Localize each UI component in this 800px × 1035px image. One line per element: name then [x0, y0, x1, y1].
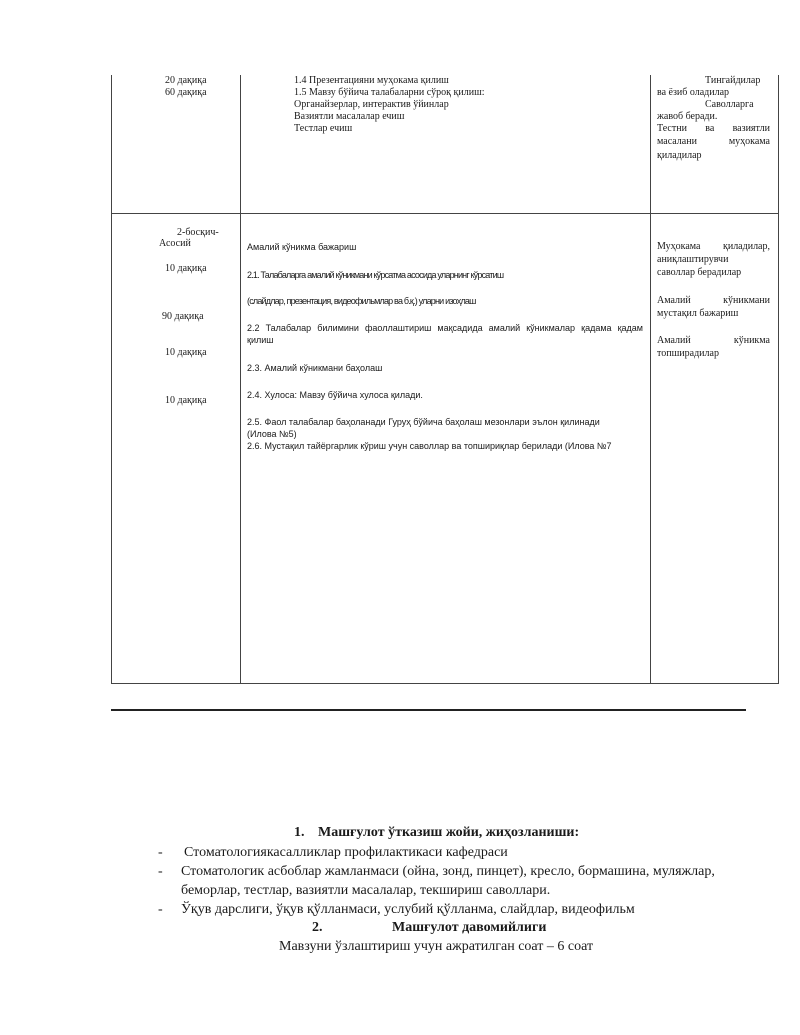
row2-right-1: Муҳокама қиладилар,: [657, 241, 770, 252]
row1-right-1: Тингайдилар: [705, 75, 761, 86]
bullet-dash: -: [158, 845, 163, 860]
row1-text-2: 1.5 Мавзу бўйича талабаларни сўроқ қилиш:: [294, 87, 485, 98]
row2-right-5: мустақил бажариш: [657, 308, 739, 319]
section1-number: 1.: [294, 825, 305, 840]
table-border-left: [111, 75, 112, 684]
row2-time-2: 90 дақиқа: [162, 311, 204, 322]
row1-time-1: 20 дақиқа: [165, 75, 207, 86]
row2-right-6: Амалий кўникма: [657, 335, 770, 346]
lesson-plan-table: [111, 75, 779, 684]
table-border-right: [778, 75, 779, 684]
table-row-divider: [111, 213, 779, 214]
row2-right-3: саволлар берадилар: [657, 267, 742, 278]
section1-item-2: Стоматологик асбоблар жамланмаси (ойна, зонд, пинцет), кресло, бормашина, муляжлар,: [181, 864, 715, 879]
section1-item-2-cont: беморлар, тестлар, вазиятли масалалар, текшириш саволлари.: [181, 883, 551, 898]
section2-number: 2.: [312, 920, 323, 935]
row2-item-2-4: 2.4. Хулоса: Мавзу бўйича хулоса қилади.: [247, 390, 423, 400]
row1-text-1: 1.4 Презентацияни муҳокама қилиш: [294, 75, 449, 86]
row2-item-2-6: 2.6. Мустақил тайёргарлик кўриш учун саволлар ва топшириқлар берилади (Илова №7: [247, 441, 612, 451]
table-border-bottom: [111, 683, 779, 684]
table-divider-2: [650, 75, 651, 684]
row2-stage-2: Асосий: [159, 238, 191, 249]
row2-item-2-5-line2: (Илова №5): [247, 429, 297, 439]
row1-right-7: қиладилар: [657, 150, 702, 161]
horizontal-separator: [111, 709, 746, 711]
row1-text-4: Вазиятли масалалар ечиш: [294, 111, 405, 122]
row1-right-3: Саволларга: [705, 99, 754, 110]
row2-item-2-5-line1: 2.5. Фаол талабалар баҳоланади Гуруҳ бўйича баҳолаш мезонлари эълон қилинади: [247, 417, 600, 427]
row2-right-7: топширадилар: [657, 348, 719, 359]
row2-heading: Амалий кўникма бажариш: [247, 242, 357, 252]
bullet-dash: -: [158, 864, 163, 879]
bullet-dash: -: [158, 902, 163, 917]
row2-right-2: аниқлаштирувчи: [657, 254, 729, 265]
row2-item-2-1b: (слайдлар, презентация, видеофильмлар ва б.қ.) уларни изоҳлаш: [247, 296, 476, 306]
row1-right-6: масалани муҳокама: [657, 136, 770, 147]
row2-time-4: 10 дақиқа: [165, 395, 207, 406]
row2-item-2-2-line2: қилиш: [247, 335, 274, 345]
row2-time-1: 10 дақиқа: [165, 263, 207, 274]
row2-time-3: 10 дақиқа: [165, 347, 207, 358]
row1-right-4: жавоб беради.: [657, 111, 718, 122]
row1-right-2: ва ёзиб оладилар: [657, 87, 730, 98]
row2-stage-1: 2-босқич-: [177, 227, 219, 238]
section1-item-3: Ўқув дарслиги, ўқув қўлланмаси, услубий қўлланма, слайдлар, видеофильм: [181, 902, 635, 917]
section1-title: Машғулот ўтказиш жойи, жиҳозланиши:: [318, 825, 580, 840]
row1-text-3: Органайзерлар, интерактив ўйинлар: [294, 99, 449, 110]
section1-item-1: Стоматологиякасалликлар профилактикаси кафедраси: [184, 845, 508, 860]
row1-right-5: Тестни ва вазиятли: [657, 123, 770, 134]
section2-title: Машғулот давомийлиги: [392, 920, 547, 935]
row2-item-2-1: 2.1. Талабаларга амалий кўникмани кўрсатма асосида уларнинг кўрсатиш: [247, 270, 504, 280]
row2-item-2-2-line1: 2.2 Талабалар билимини фаоллаштириш мақсадида амалий кўникмалар қадама қадам: [247, 323, 643, 333]
row1-text-5: Тестлар ечиш: [294, 123, 353, 134]
row2-right-4: Амалий кўникмани: [657, 295, 770, 306]
section2-text: Мавзуни ўзлаштириш учун ажратилган соат – 6 соат: [279, 939, 594, 954]
table-divider-1: [240, 75, 241, 684]
row2-item-2-3: 2.3. Амалий кўникмани баҳолаш: [247, 363, 383, 373]
row1-time-2: 60 дақиқа: [165, 87, 207, 98]
